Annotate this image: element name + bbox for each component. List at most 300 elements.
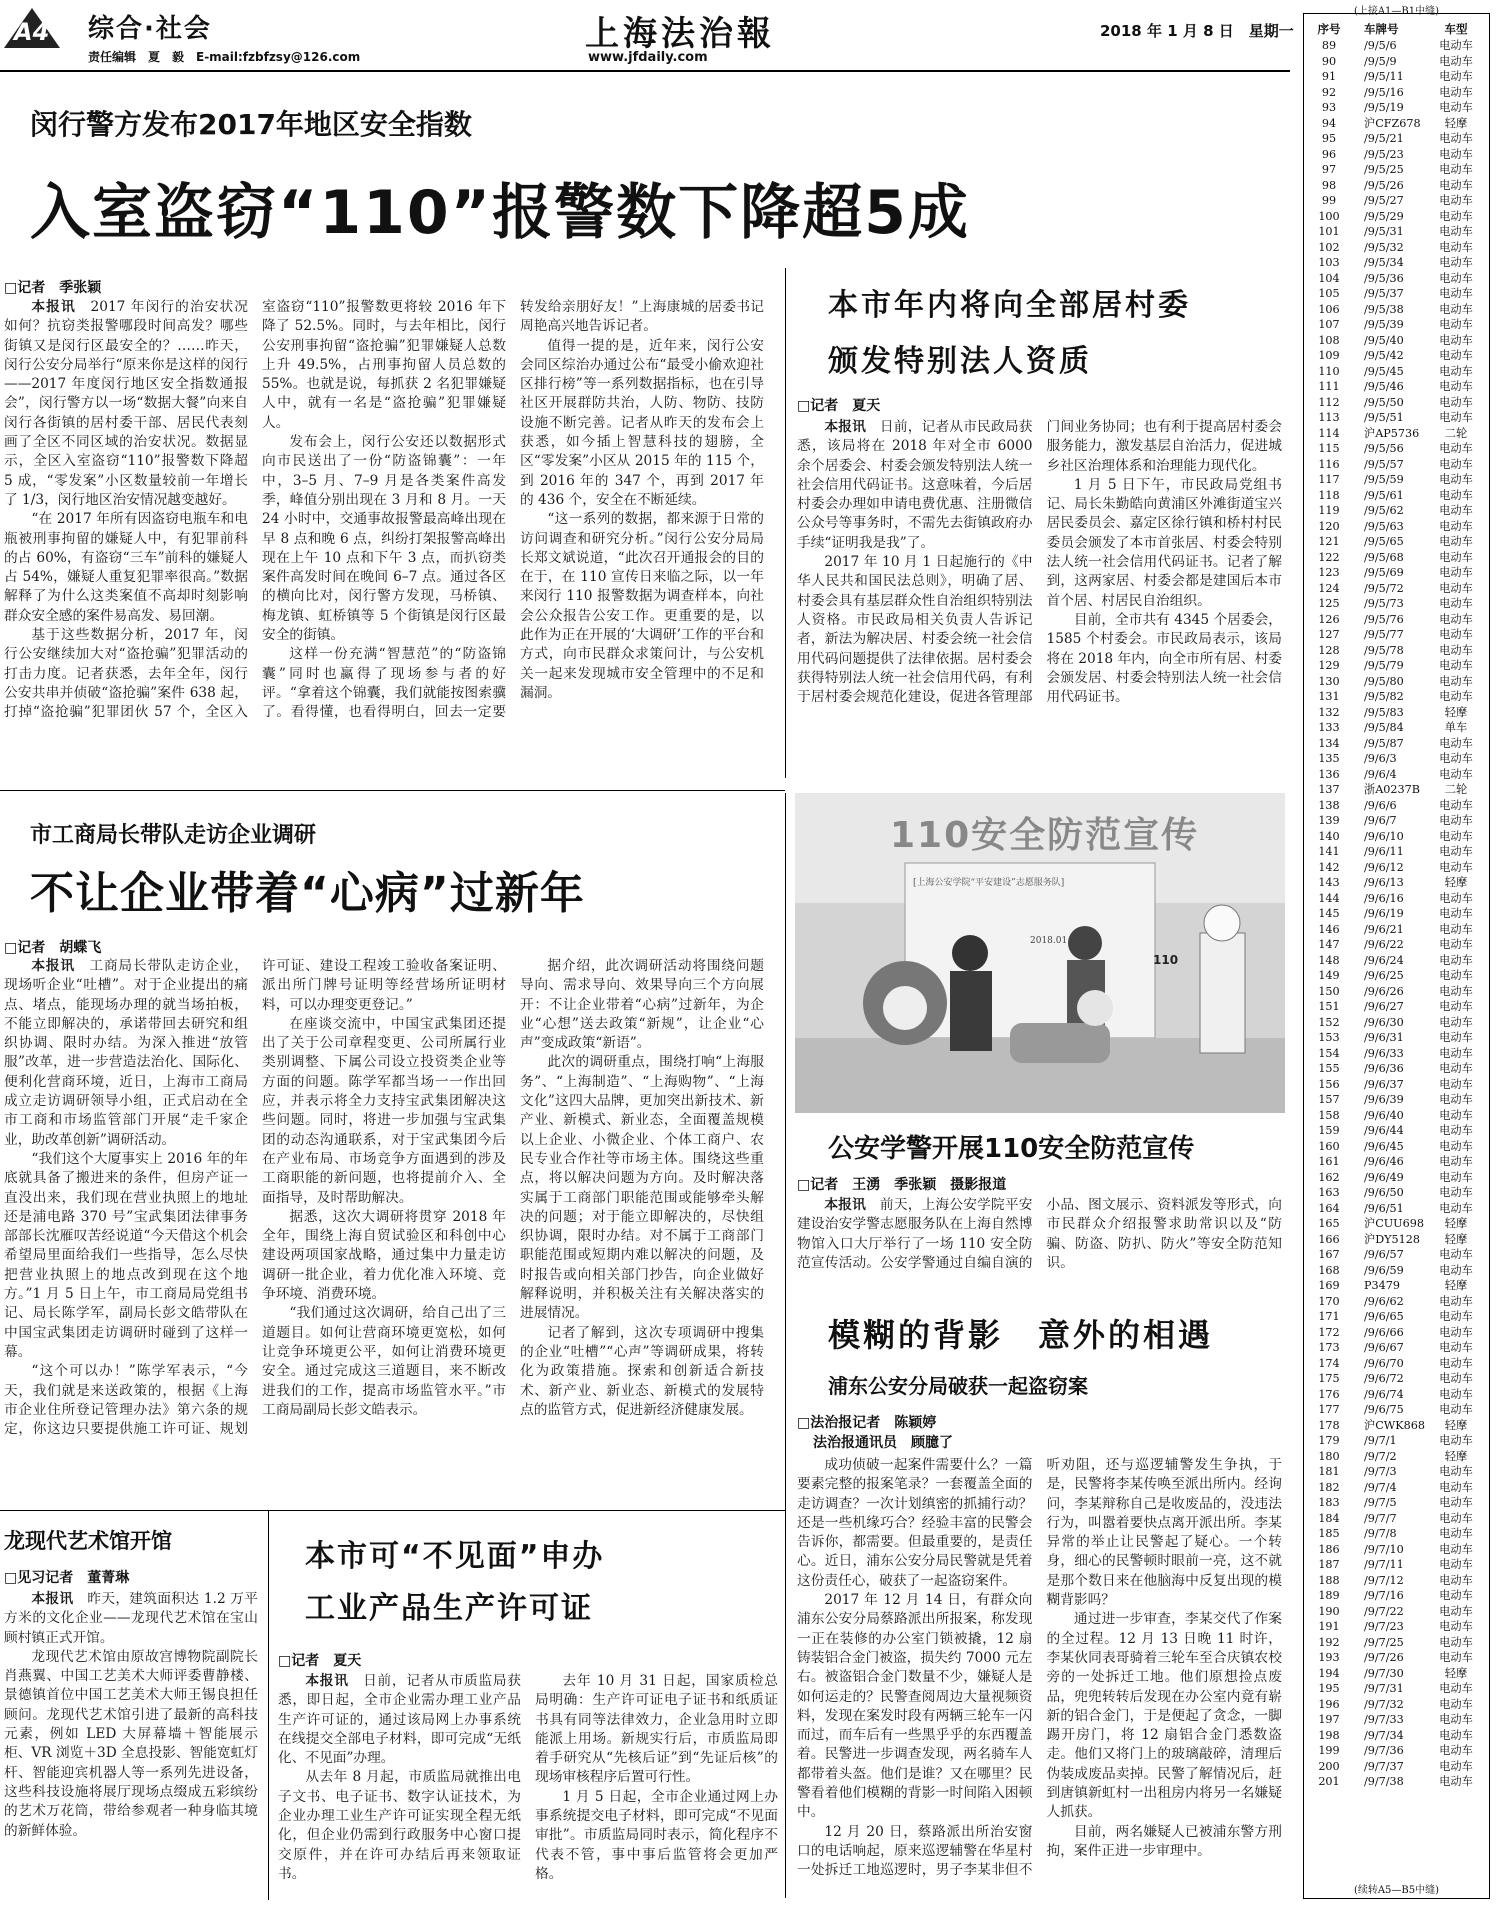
vehicle-type: 电动车 <box>1439 1093 1473 1106</box>
vehicle-type: 电动车 <box>1439 1015 1473 1029</box>
row-number: 120 <box>1318 519 1340 533</box>
vehicle-type: 电动车 <box>1439 1527 1473 1540</box>
table-row <box>1304 1635 1489 1651</box>
row-number: 141 <box>1318 845 1340 858</box>
table-row <box>1304 193 1489 209</box>
row-number: 113 <box>1318 411 1340 424</box>
plate-number: /9/5/73 <box>1364 597 1404 610</box>
vehicle-type: 电动车 <box>1439 1759 1473 1773</box>
vehicle-type: 电动车 <box>1439 411 1473 424</box>
plate-number: /9/6/65 <box>1364 1310 1404 1323</box>
row-number: 121 <box>1318 535 1340 548</box>
plate-number: /9/6/57 <box>1364 1248 1404 1261</box>
vehicle-type: 电动车 <box>1439 1558 1473 1571</box>
a2-body: 本报讯 日前，记者从市民政局获悉，该局将在 2018 年对全市 6000 余个居委会、村委会颁发特别法人统一社会信用代码证书。这意味着，今后居村委会办理如申请电费优惠、注册微信公众号等事务时，不需先去街镇政府办手续“证明我是我”了。 2017 年 10 月 1 日起施行的《中华人民共和国民法总则》，明确了居、村委会具有基层群众性自治组织特别法人资格。市民政局相关负责人告诉记者，新法为解决居、村委会统一社会信用代码问题提供了法律依据。居村委会获得特别法人统一社会信用代码，有利于居村委会规范化建设，促进各管理部门间业务协同；也有利于提高居村委会服务能力，激发基层自治活力，促进城乡社区治理体系和治理能力现代化。 1 月 5 日下午，市民政局党组书记、局长朱勤皓向黄浦区外滩街道宝兴居民委员会、嘉定区徐行镇和桥村村民委员会颁发了本市首张居、村委会特别法人统一社会信用代码证书。记者了解到，这两家居、村委会都是建国后本市首个居、村居民自治组织。 目前，全市共有 4345 个居委会，1585 个村委会。市民政局表示，该局将在 2018 年内，向全市所有居、村委会颁发居、村委会特别法人统一社会信用代码证书。 <box>797 419 1282 706</box>
row-number: 125 <box>1318 597 1340 610</box>
a4-headline: 公安学警开展110安全防范宣传 <box>828 1134 1195 1164</box>
row-number: 111 <box>1318 380 1340 393</box>
plate-number: /9/7/7 <box>1364 1511 1397 1525</box>
row-number: 98 <box>1321 178 1337 192</box>
row-number: 142 <box>1318 860 1340 874</box>
row-number: 144 <box>1318 891 1340 905</box>
row-number: 135 <box>1318 752 1340 765</box>
row-number: 195 <box>1318 1682 1340 1695</box>
table-row <box>1304 596 1489 612</box>
row-number: 117 <box>1318 473 1340 486</box>
table-row <box>1304 751 1489 767</box>
table-row <box>1304 658 1489 674</box>
table-row <box>1304 798 1489 814</box>
table-row <box>1304 1092 1489 1108</box>
row-number: 158 <box>1318 1108 1340 1122</box>
table-row <box>1304 1604 1489 1620</box>
vehicle-type: 电动车 <box>1439 147 1473 161</box>
a1-headline: 入室盗窃“110”报警数下降超5成 <box>30 178 970 248</box>
plate-number: 沪CUU698 <box>1364 1217 1424 1230</box>
vehicle-type: 电动车 <box>1439 1713 1473 1726</box>
plate-number: /9/6/72 <box>1364 1372 1404 1385</box>
table-row <box>1304 1588 1489 1604</box>
row-number: 154 <box>1318 1046 1340 1060</box>
row-number: 96 <box>1321 147 1337 161</box>
plate-number: /9/5/38 <box>1364 302 1404 316</box>
plate-number: /9/5/42 <box>1364 349 1404 362</box>
vehicle-type: 电动车 <box>1439 1465 1473 1478</box>
plate-number: /9/5/65 <box>1364 535 1404 548</box>
vehicle-type: 电动车 <box>1439 1077 1473 1091</box>
plate-number: /9/6/3 <box>1364 752 1397 765</box>
plate-number: /9/6/22 <box>1364 938 1404 951</box>
table-row <box>1304 1108 1489 1124</box>
plate-number: /9/7/4 <box>1364 1480 1397 1494</box>
row-number: 116 <box>1318 457 1340 471</box>
plate-number: /9/6/50 <box>1364 1186 1404 1199</box>
table-row <box>1304 689 1489 705</box>
table-row <box>1304 1697 1489 1713</box>
plate-number: /9/6/39 <box>1364 1093 1404 1106</box>
plate-number: /9/5/72 <box>1364 581 1404 595</box>
plate-number: /9/7/1 <box>1364 1434 1397 1447</box>
plate-number: /9/7/22 <box>1364 1604 1404 1618</box>
vehicle-type: 电动车 <box>1439 39 1473 52</box>
row-number: 199 <box>1318 1744 1340 1757</box>
row-number: 126 <box>1318 612 1340 626</box>
vehicle-type: 轻摩 <box>1444 705 1468 719</box>
row-number: 190 <box>1318 1604 1340 1618</box>
table-row <box>1304 1433 1489 1449</box>
table-row <box>1304 875 1489 891</box>
vehicle-type: 电动车 <box>1439 1170 1473 1184</box>
row-number: 174 <box>1318 1356 1340 1370</box>
vehicle-type: 电动车 <box>1439 519 1473 533</box>
a7-body: 本报讯 日前，记者从市质监局获悉，即日起，全市企业需办理工业产品生产许可证的，通过该局网上办事系统在线提交全部电子材料，即可完成“无纸化、不见面”办理。 从去年 8 月起，市质监局就推出电子文书、电子证书、数字认证技术，为企业办理工业生产许可证实现全程无纸化，但企业仍需到行政服务中心窗口提交原件，并在许可办结后再来领取证书。 去年 10 月 31 日起，国家质检总局明确：生产许可证电子证书和纸质证书具有同等法律效力，企业急用时立即能派上用场。新规实行后，市质监局即着手研究从“先核后证”到“先证后核”的现场审核程序后置可行性。 1 月 5 日起，全市企业通过网上办事系统提交电子材料，即可完成“不见面审批”。市质监局同时表示，简化程序不代表不管，事中事后监管将会更加严格。 <box>278 1673 778 1882</box>
table-row <box>1304 984 1489 1000</box>
row-number: 167 <box>1318 1248 1340 1261</box>
row-number: 146 <box>1318 922 1340 936</box>
row-number: 93 <box>1321 101 1337 114</box>
table-row <box>1304 1511 1489 1527</box>
photo-board-text: [上海公安学院“平安建设”志愿服务队] <box>913 878 1065 888</box>
table-row <box>1304 1464 1489 1480</box>
table-row <box>1304 240 1489 256</box>
vehicle-type: 电动车 <box>1439 163 1473 176</box>
table-row <box>1304 1061 1489 1077</box>
table-row <box>1304 147 1489 163</box>
vehicle-type: 电动车 <box>1439 643 1473 657</box>
table-row <box>1304 255 1489 271</box>
vehicle-type: 电动车 <box>1439 488 1473 502</box>
plate-number: /9/7/3 <box>1364 1465 1397 1478</box>
plate-number: /9/6/75 <box>1364 1403 1404 1416</box>
plate-number: /9/6/10 <box>1364 829 1404 843</box>
vehicle-type: 电动车 <box>1439 1310 1473 1323</box>
vehicle-type: 电动车 <box>1439 860 1473 874</box>
table-row <box>1304 999 1489 1015</box>
plate-number: /9/5/87 <box>1364 736 1404 750</box>
row-number: 97 <box>1321 163 1337 176</box>
vehicle-type: 电动车 <box>1439 101 1473 114</box>
vehicle-type: 电动车 <box>1439 1620 1473 1633</box>
vehicle-type: 电动车 <box>1439 132 1473 145</box>
row-number: 180 <box>1318 1449 1340 1463</box>
plate-number: /9/5/62 <box>1364 504 1404 517</box>
table-row <box>1304 1325 1489 1341</box>
plate-number: /9/7/10 <box>1364 1542 1404 1556</box>
table-row <box>1304 922 1489 938</box>
plate-number: /9/7/2 <box>1364 1449 1397 1463</box>
row-number: 90 <box>1321 54 1337 68</box>
row-number: 134 <box>1318 736 1340 750</box>
row-number: 127 <box>1318 628 1340 641</box>
vehicle-type: 电动车 <box>1439 1139 1473 1153</box>
row-number: 95 <box>1321 132 1337 145</box>
a3-body: 本报讯 工商局长带队走访企业，现场听企业“吐槽”。对于企业提出的痛点、堵点，能现场办理的就当场拍板，不能立即解决的，承诺带回去研究和组织协调、限时办结。为深入推进“放管服”改革，进一步营造法治化、国际化、便利化营商环境，近日，上海市工商局成立走访调研领导小组，正式启动在全市工商和市场监管部门开展“走千家企业，助改革创新”调研活动。 “我们这个大厦事实上 2016 年的年底就具备了搬进来的条件，但房产证一直没出来，我们现在营业执照上的地址还是浦电路 370 号”宝武集团法律事务部部长沈雁叹苦经说道“今天借这个机会希望局里面给我们一些指导，怎么尽快把营业执照上的地点改到现在这个地方。”1 月 5 日上午，市工商局局党组书记、局长陈学军，副局长彭文皓带队在中国宝武集团走访调研时碰到了这样一幕。 “这个可以办！”陈学军表示，“今天，我们就是来送政策的，根据《上海市企业住所登记管理办法》第六条的规定，你这边只要提供施工许可证、规划许可证、建设工程竣工验收备案证明、派出所门牌号证明等经营场所证明材料，可以办理变更登记。” 在座谈交流中，中国宝武集团还提出了关于公司章程变更、公司所属行业类别调整、下属公司设立投资类企业等方面的问题。陈学军都当场一一作出回应，并表示将全力支持宝武集团解决这些问题。同时，将进一步加强与宝武集团的动态沟通联系，对于宝武集团今后在产业布局、市场竞争方面遇到的涉及工商职能的新问题，也将提前介入、全面指导，及时帮助解决。 据悉，这次大调研将贯穿 2018 年全年，围绕上海自贸试验区和科创中心建设两项国家战略，通过集中力量走访调研一批企业，着力优化准入环境、竞争环境、消费环境。 “我们通过这次调研，给自己出了三道题目。如何让营商环境更宽松，如何让竞争环境更公平，如何让消费环境更安全。通过完成这三道题目，来不断改进我们的工作，提高市场监管水平。”市工商局副局长彭文皓表示。 据介绍，此次调研活动将围绕问题导向、需求导向、效果导向三个方向展开：不让企业带着“心病”过新年，为企业“心想”送去政策“新规”，让企业“心声”变成政策“新语”。 此次的调研重点，围绕打响“上海服务”、“上海制造”、“上海购物”、“上海文化”这四大品牌，更加突出新技术、新产业、新模式、新业态，全面覆盖规模以上企业、小微企业、个体工商户、农民专业合作社等市场主体。围绕这些重点，将以解决问题为方向。及时解决落实属于工商部门职能范围或能够牵头解决的问题；对于能立即解决的，尽快组织协调，限时办结。对不属于工商部门职能范围或短期内难以解决的问题，及时报告或向相关部门抄告，向企业做好解释说明，并积极关注有关解决落实的进展情况。 记者了解到，这次专项调研中搜集的企业“吐槽”“心声”等调研成果，将转化为政策措施。探索和创新适合新技术、新产业、新业态、新模式的发展特点的监管方式，促进新经济健康发展。 <box>4 958 764 1438</box>
table-row <box>1304 348 1489 364</box>
row-number: 143 <box>1318 876 1340 889</box>
table-row <box>1304 1728 1489 1744</box>
vehicle-type: 电动车 <box>1439 581 1473 595</box>
a7-headline-1: 本市可“不见面”申办 <box>305 1539 605 1574</box>
row-number: 148 <box>1318 953 1340 967</box>
plate-number: /9/5/25 <box>1364 163 1404 176</box>
row-number: 182 <box>1318 1480 1340 1494</box>
row-number: 152 <box>1318 1015 1340 1029</box>
table-row <box>1304 1666 1489 1682</box>
plate-number: /9/6/13 <box>1364 876 1404 889</box>
plate-number: /9/6/11 <box>1364 845 1404 858</box>
vehicle-type: 电动车 <box>1439 1480 1473 1494</box>
plate-number: /9/6/6 <box>1364 798 1397 812</box>
table-row <box>1304 968 1489 984</box>
vehicle-type: 电动车 <box>1439 1108 1473 1122</box>
row-number: 138 <box>1318 798 1340 812</box>
table-row <box>1304 1170 1489 1186</box>
table-row <box>1304 364 1489 380</box>
row-number: 140 <box>1318 829 1340 843</box>
plate-number: /9/6/45 <box>1364 1139 1404 1153</box>
vehicle-type: 轻摩 <box>1444 1418 1468 1432</box>
row-number: 100 <box>1318 209 1340 223</box>
table-row <box>1304 643 1489 659</box>
vehicle-type: 轻摩 <box>1444 1666 1468 1680</box>
table-row <box>1304 829 1489 845</box>
row-number: 145 <box>1318 907 1340 920</box>
row-number: 181 <box>1318 1465 1340 1478</box>
table-row <box>1304 1402 1489 1418</box>
a6-body: 本报讯 昨天，建筑面积达 1.2 万平方米的文化企业——龙现代艺术馆在宝山顾村镇正式开馆。 龙现代艺术馆由原故宫博物院副院长肖燕翼、中国工艺美术大师评委曹静楼、景德镇首位中国工艺美术大师王锡良担任顾问。龙现代艺术馆引进了最新的高科技元素，例如 LED 大屏幕墙＋智能展示柜、VR 浏览＋3D 全息投影、智能宽虹灯杆、智能迎宾机器人等一系列先进设备，这些科技设施将展厅现场点缀成五彩缤纷的艺术万花筒，带给参观者一种身临其境的新鲜体验。 <box>4 1591 258 1839</box>
vehicle-type: 电动车 <box>1439 845 1473 858</box>
vehicle-type: 电动车 <box>1439 1651 1473 1664</box>
table-row <box>1304 131 1489 147</box>
row-number: 130 <box>1318 674 1340 688</box>
row-number: 102 <box>1318 240 1340 254</box>
plate-number: /9/6/7 <box>1364 814 1397 827</box>
photo-banner: 110安全防范宣传 <box>890 815 1200 856</box>
row-number: 164 <box>1318 1201 1340 1215</box>
vehicle-type: 电动车 <box>1439 1511 1473 1525</box>
a1-body: 本报讯 2017 年闵行的治安状况如何？抗窃类报警哪段时间高发？哪些街镇又是闵行区最安全的？……昨天，闵行公安分局举行“原来你是这样的闵行——2017 年度闵行地区安全指数通报会”，闵行警方以一场“数据大餐”向来自闵行各街镇的居村委干部、居民代表刻画了全区不同区域的治安状况。数据显示，全区入室盗窃“110”报警数下降超 5 成，“零发案”小区数量较前一年增长了 1/3，闵行地区治安情况越变越好。 “在 2017 年所有因盗窃电瓶车和电瓶被刑事拘留的嫌疑人中，有犯罪前科的占 60%，有盗窃“三车”前科的嫌疑人占 54%，嫌疑人重复犯罪率很高。”数据解释了为什么这类案值不高却时刻影响群众安全感的案件易高发、易回潮。 基于这些数据分析，2017 年，闵行公安继续加大对“盗抢骗”犯罪活动的打击力度。记者获悉，去年全年，闵行公安共串并侦破“盗抢骗”案件 638 起，打掉“盗抢骗”犯罪团伙 57 个，全区入室盗窃“110”报警数更将较 2016 年下降了 52.5%。同时，与去年相比，闵行公安刑事拘留“盗抢骗”犯罪嫌疑人总数上升 49.5%，占刑事拘留人员总数的 55%。也就是说，每抓获 2 名犯罪嫌疑人中，就有一名是“盗抢骗”犯罪嫌疑人。 发布会上，闵行公安还以数据形式向市民送出了一份“防盗锦囊”：一年中，3–5 月、7–9 月是各类案件高发季，峰值分别出现在 3 月和 8 月。一天 24 小时中，交通事故报警最高峰出现在早 8 点和晚 6 点，纠纷打架报警高峰出现在上午 10 点和下午 3 点，而扒窃类案件高发时间在晚间 6–7 点。通过各区的横向比对，闵行警方发现，马桥镇、梅龙镇、虹桥镇等 5 个街镇是闵行区最安全的街镇。 这样一份充满“智慧范”的“防盗锦囊”同时也赢得了现场参与者的好评。“拿着这个锦囊，我们就能按图索骥了。看得懂，也看得明白，回去一定要转发给亲朋好友！”上海康城的居委书记周艳高兴地告诉记者。 值得一提的是，近年来，闵行公安会同区综治办通过公布“最受小偷欢迎社区排行榜”等一系列数据指标，也在引导社区开展群防共治，人防、物防、技防设施不断完善。记者从昨天的发布会上获悉，如今插上智慧科技的翅膀，全区“零发案”小区从 2015 年的 115 个，到 2016 年的 347 个，再到 2017 年的 436 个，安全在不断延续。 “这一系列的数据，都来源于日常的访问调查和研究分析。”闵行公安分局局长郑文斌说道，“此次召开通报会的目的在于，在 110 宣传日来临之际，以一年来闵行 110 报警数据为调查样本，向社会公众报告公安工作。更重要的是，以此作为正在开展的‘大调研’工作的平台和方式，向市民群众求策问计，与公安机关一起来发现城市安全管理中的不足和漏洞。 <box>4 299 764 721</box>
vehicle-type: 电动车 <box>1439 1155 1473 1168</box>
vehicle-type: 电动车 <box>1439 302 1473 316</box>
plate-number: P3479 <box>1364 1279 1400 1292</box>
header-rule <box>0 70 1290 72</box>
row-number: 157 <box>1318 1093 1340 1106</box>
table-row <box>1304 488 1489 504</box>
a5-byline-1: □法治报记者 陈颖婷 <box>797 1415 937 1431</box>
table-row <box>1304 937 1489 953</box>
plate-number: /9/6/31 <box>1364 1031 1404 1044</box>
vehicle-type: 电动车 <box>1439 54 1473 68</box>
row-number: 103 <box>1318 256 1340 269</box>
vehicle-type: 电动车 <box>1439 1496 1473 1509</box>
row-number: 176 <box>1318 1387 1340 1401</box>
vehicle-type: 电动车 <box>1439 178 1473 192</box>
plate-number: /9/5/19 <box>1364 101 1404 114</box>
vehicle-type: 电动车 <box>1439 1372 1473 1385</box>
plate-number: /9/7/11 <box>1364 1558 1404 1571</box>
vehicle-type: 电动车 <box>1439 395 1473 409</box>
row-number: 189 <box>1318 1589 1340 1602</box>
plate-number: /9/5/80 <box>1364 674 1404 688</box>
row-number: 165 <box>1318 1217 1340 1230</box>
plate-number: /9/5/76 <box>1364 612 1404 626</box>
row-number: 179 <box>1318 1434 1340 1447</box>
table-row <box>1304 720 1489 736</box>
vehicle-type: 电动车 <box>1439 1186 1473 1199</box>
vehicle-type: 电动车 <box>1439 318 1473 331</box>
plate-number: /9/5/26 <box>1364 178 1404 192</box>
vehicle-type: 电动车 <box>1439 380 1473 393</box>
vehicle-type: 电动车 <box>1439 349 1473 362</box>
vehicle-type: 电动车 <box>1439 1682 1473 1695</box>
plate-number: /9/5/39 <box>1364 318 1404 331</box>
table-row <box>1304 1712 1489 1728</box>
plate-number: /9/5/36 <box>1364 271 1404 285</box>
plate-number: /9/5/11 <box>1364 70 1404 83</box>
row-number: 92 <box>1321 85 1337 99</box>
plate-number: /9/5/27 <box>1364 194 1404 207</box>
table-header: 序号 车牌号 车型 <box>1317 22 1468 36</box>
row-number: 114 <box>1318 426 1340 440</box>
vehicle-type: 电动车 <box>1439 1573 1473 1587</box>
row-number: 168 <box>1318 1263 1340 1277</box>
plate-number: /9/5/77 <box>1364 628 1404 641</box>
vehicle-type: 电动车 <box>1439 1728 1473 1742</box>
table-row <box>1304 767 1489 783</box>
plate-number: /9/6/27 <box>1364 1000 1404 1013</box>
vehicle-type: 电动车 <box>1439 271 1473 285</box>
table-row <box>1304 891 1489 907</box>
vehicle-type: 电动车 <box>1439 1604 1473 1618</box>
table-row <box>1304 302 1489 318</box>
a2-byline: □记者 夏天 <box>797 398 881 414</box>
vehicle-type: 电动车 <box>1439 597 1473 610</box>
table-row <box>1304 1526 1489 1542</box>
row-number: 106 <box>1318 302 1340 316</box>
table-row <box>1304 1015 1489 1031</box>
vehicle-type: 电动车 <box>1439 798 1473 812</box>
vehicle-type: 电动车 <box>1439 473 1473 486</box>
plate-number: /9/5/40 <box>1364 333 1404 347</box>
plate-number: /9/5/63 <box>1364 519 1404 533</box>
table-row <box>1304 1201 1489 1217</box>
vehicle-type: 电动车 <box>1439 1248 1473 1261</box>
row-number: 177 <box>1318 1403 1340 1416</box>
a4-body: 本报讯 前天，上海公安学院平安建设治安学警志愿服务队在上海自然博物馆入口大厅举行了一场 110 安全防范宣传活动。公安学警通过自编自演的小品、图文展示、资料派发等形式，向市民群众介绍报警求助常识以及“防骗、防盗、防扒、防火”等安全防范知识。 <box>797 1197 1282 1271</box>
plate-number: /9/5/32 <box>1364 240 1404 254</box>
plate-number: /9/6/25 <box>1364 969 1404 982</box>
vehicle-type: 电动车 <box>1439 287 1473 300</box>
vehicle-type: 电动车 <box>1439 1589 1473 1602</box>
a4-byline: □记者 王湧 季张颖 摄影报道 <box>797 1177 1007 1193</box>
plate-number: /9/6/59 <box>1364 1263 1404 1277</box>
plate-number: /9/6/12 <box>1364 860 1404 874</box>
row-number: 110 <box>1318 364 1340 378</box>
plate-number: /9/7/32 <box>1364 1697 1404 1711</box>
vehicle-type: 电动车 <box>1439 1341 1473 1354</box>
row-number: 104 <box>1318 271 1340 285</box>
plate-number: /9/6/33 <box>1364 1046 1404 1060</box>
plate-number: /9/6/24 <box>1364 953 1404 967</box>
plate-number: /9/5/6 <box>1364 39 1397 52</box>
table-row <box>1304 953 1489 969</box>
plate-number: 沪AP5736 <box>1364 426 1420 440</box>
plate-number: /9/5/84 <box>1364 721 1404 734</box>
table-row <box>1304 472 1489 488</box>
row-number: 183 <box>1318 1496 1340 1509</box>
plate-number: 沪CWK868 <box>1364 1418 1425 1432</box>
table-row <box>1304 1046 1489 1062</box>
row-number: 118 <box>1318 488 1340 502</box>
table-row <box>1304 1650 1489 1666</box>
table-row <box>1304 457 1489 473</box>
table-row <box>1304 519 1489 535</box>
row-number: 147 <box>1318 938 1340 951</box>
row-number: 129 <box>1318 659 1340 672</box>
a1-byline: □记者 季张颖 <box>4 280 102 296</box>
table-row <box>1304 534 1489 550</box>
row-number: 133 <box>1318 721 1340 734</box>
row-number: 105 <box>1318 287 1340 300</box>
table-row <box>1304 1387 1489 1403</box>
plate-number: /9/5/51 <box>1364 411 1404 424</box>
table-row <box>1304 1759 1489 1775</box>
row-number: 187 <box>1318 1558 1340 1571</box>
plate-number: /9/5/9 <box>1364 54 1397 68</box>
plate-number: /9/5/16 <box>1364 85 1404 99</box>
vehicle-type: 电动车 <box>1439 457 1473 471</box>
row-number: 150 <box>1318 984 1340 998</box>
a5-body: 成功侦破一起案件需要什么？一篇要素完整的报案笔录？一套覆盖全面的走访调查？一次计划缜密的抓捕行动？还是一些机缘巧合？经验丰富的民警会告诉你，都需要。但最重要的，是责任心。近日，浦东公安分局民警就是凭着这份责任心，破获了一起盗窃案件。 2017 年 12 月 14 日，有群众向浦东公安分局蔡路派出所报案，称发现一正在装修的办公室门锁被撬，12 扇铸装铝合金门被盗，损失约 7000 元左右。被盗铝合金门数量不少，嫌疑人是如何运走的？民警查阅周边大量视频资料，发现在案发时段有两辆三轮车一闪而过，而车后有一些黑乎乎的东西覆盖着。民警进一步调查发现，两名骑车人都带着头盔。他们是谁？又在哪里？民警看着他们模糊的背影一时间陷入困顿中。 12 月 20 日，蔡路派出所治安窗口的电话响起，原来巡逻辅警在华星村一处拆迁工地巡逻时，男子李某非但不听劝阻，还与巡逻辅警发生争执，于是，民警将李某传唤至派出所内。经询问，李某辩称自己是收废品的，没违法行为，叫嚣着要快点离开派出所。李某异常的举止让民警起了疑心。一个转身，细心的民警顿时眼前一亮，这不就是那个数日来在他脑海中反复出现的模糊背影吗？ 通过进一步审查，李某交代了作案的全过程。12 月 13 日晚 11 时许，李某伙同表哥骑着三轮车至合庆镇农校旁的一处拆迁工地。他们原想捡点废品，兜兜转转后发现在办公室内竟有崭新的铝合金门，于是便起了贪念，一脚踢开房门，将 12 扇铝合金门悉数盗走。他们又将门上的玻璃敲碎，清理后伪装成废品卖掉。民警了解情况后，赶到唐镇新虹村一出租房内将另一名嫌疑人抓获。 目前，两名嫌疑人已被浦东警方刑拘，案件正进一步审理中。 <box>797 1457 1282 1879</box>
vehicle-list-table <box>1303 6 1490 1899</box>
vehicle-type: 电动车 <box>1439 256 1473 269</box>
plate-number: /9/7/23 <box>1364 1620 1404 1633</box>
table-row <box>1304 860 1489 876</box>
vehicle-type: 电动车 <box>1439 1434 1473 1447</box>
table-row <box>1304 69 1489 85</box>
vehicle-type: 电动车 <box>1439 1635 1473 1649</box>
table-row <box>1304 813 1489 829</box>
vehicle-type: 电动车 <box>1439 829 1473 843</box>
vehicle-type: 电动车 <box>1439 194 1473 207</box>
table-row <box>1304 612 1489 628</box>
vehicle-type: 轻摩 <box>1444 1279 1468 1292</box>
plate-number: /9/5/69 <box>1364 566 1404 579</box>
row-number: 123 <box>1318 566 1340 579</box>
plate-number: /9/6/66 <box>1364 1325 1404 1339</box>
row-number: 99 <box>1321 194 1337 207</box>
plate-number: /9/7/37 <box>1364 1759 1404 1773</box>
plate-number: 沪DY5128 <box>1364 1232 1421 1246</box>
row-number: 198 <box>1318 1728 1340 1742</box>
table-row <box>1304 674 1489 690</box>
row-number: 107 <box>1318 318 1340 331</box>
plate-number: /9/6/44 <box>1364 1124 1404 1137</box>
table-row <box>1304 1557 1489 1573</box>
row-number: 153 <box>1318 1031 1340 1044</box>
row-number: 186 <box>1318 1542 1340 1556</box>
row-number: 91 <box>1321 70 1337 83</box>
news-photo <box>795 793 1285 1113</box>
vehicle-type: 电动车 <box>1439 984 1473 998</box>
table-row <box>1304 1340 1489 1356</box>
vehicle-type: 电动车 <box>1439 1697 1473 1711</box>
table-row <box>1304 1418 1489 1434</box>
table-bottom-note: (续转A5—B5中缝) <box>1353 1885 1440 1896</box>
plate-number: /9/6/37 <box>1364 1077 1404 1091</box>
vehicle-type: 电动车 <box>1439 767 1473 781</box>
vehicle-type: 二轮 <box>1444 783 1468 796</box>
vehicle-type: 电动车 <box>1439 364 1473 378</box>
vehicle-type: 电动车 <box>1439 628 1473 641</box>
vehicle-type: 轻摩 <box>1444 1449 1468 1463</box>
plate-number: /9/7/30 <box>1364 1666 1404 1680</box>
table-row <box>1304 705 1489 721</box>
row-number: 139 <box>1318 814 1340 827</box>
a7-byline: □记者 夏天 <box>278 1653 362 1669</box>
vehicle-type: 电动车 <box>1439 922 1473 936</box>
vehicle-type: 电动车 <box>1439 1325 1473 1339</box>
plate-number: /9/7/33 <box>1364 1713 1404 1726</box>
plate-number: /9/6/40 <box>1364 1108 1404 1122</box>
row-number: 170 <box>1318 1294 1340 1308</box>
plate-number: /9/6/49 <box>1364 1170 1404 1184</box>
vehicle-type: 轻摩 <box>1444 1217 1468 1230</box>
row-number: 185 <box>1318 1527 1340 1540</box>
table-row <box>1304 286 1489 302</box>
table-row <box>1304 162 1489 178</box>
a5-subhead: 浦东公安分局破获一起盗窃案 <box>828 1374 1088 1398</box>
